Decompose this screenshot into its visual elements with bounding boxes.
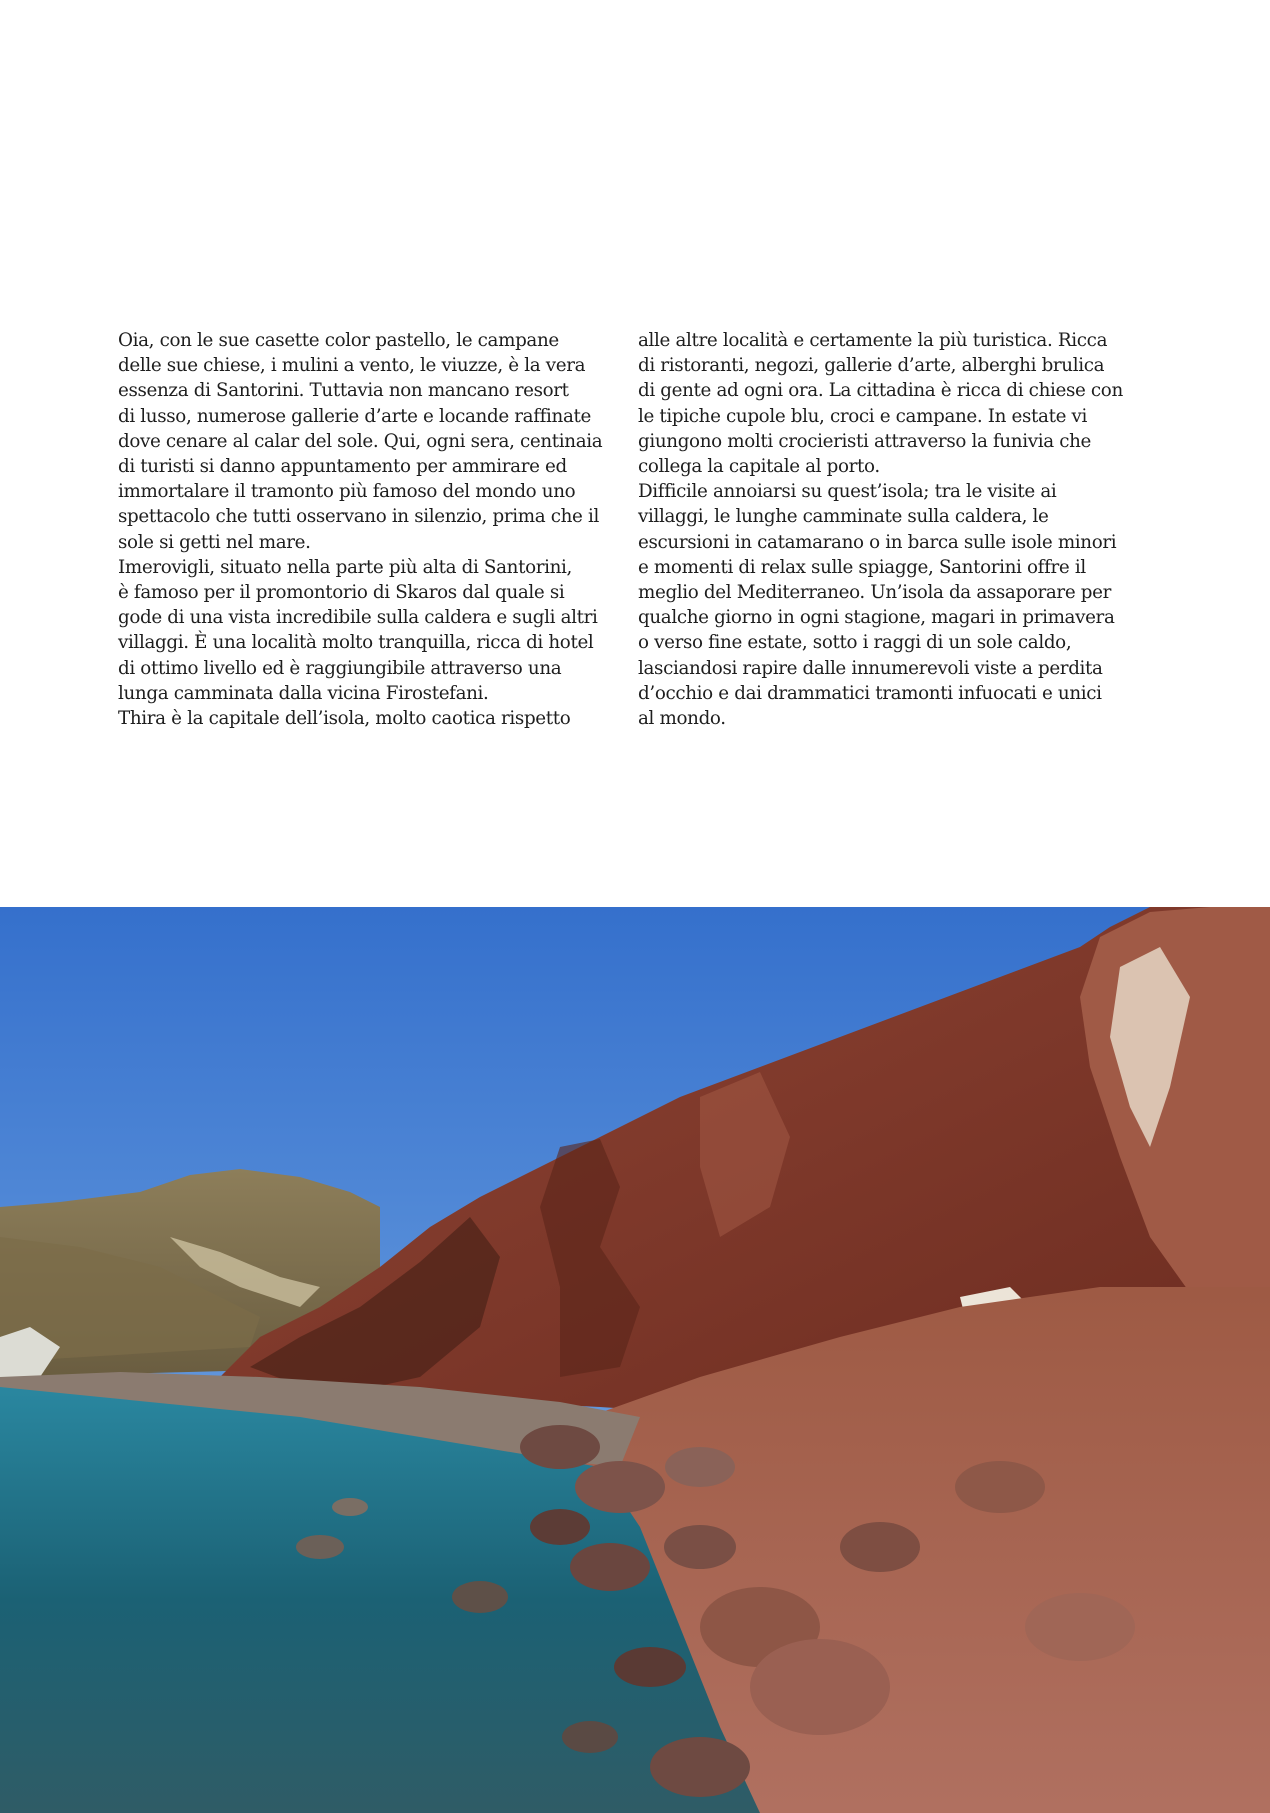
red-beach-photo: [0, 907, 1270, 1813]
article-column-right: [638, 328, 1123, 731]
text-line: giungono molti crocieristi attraverso la funivia che: [638, 430, 1091, 452]
text-line: di ottimo livello ed è raggiungibile attraverso una: [118, 657, 562, 679]
text-line: immortalare il tramonto più famoso del mondo uno: [118, 481, 576, 503]
text-line: lunga camminata dalla vicina Firostefani.: [118, 682, 489, 704]
text-line: villaggi. È una località molto tranquilla, ricca di hotel: [118, 632, 594, 654]
text-line: sole si getti nel mare.: [118, 531, 311, 553]
text-line: di gente ad ogni ora. La cittadina è ricca di chiese con: [638, 380, 1123, 402]
text-line: Thira è la capitale dell’isola, molto caotica rispetto: [118, 708, 571, 730]
text-line: al mondo.: [638, 708, 726, 730]
text-line: villaggi, le lunghe camminate sulla caldera, le: [638, 506, 1049, 528]
text-line: di ristoranti, negozi, gallerie d’arte, alberghi brulica: [638, 355, 1105, 377]
text-line: e momenti di relax sulle spiagge, Santorini offre il: [638, 556, 1086, 578]
text-line: meglio del Mediterraneo. Un’isola da assaporare per: [638, 582, 1111, 604]
text-line: delle sue chiese, i mulini a vento, le viuzze, è la vera: [118, 355, 586, 377]
paragraph: [118, 328, 603, 731]
text-line: è famoso per il promontorio di Skaros dal quale si: [118, 582, 565, 604]
paragraph: [638, 328, 1123, 731]
text-line: di turisti si danno appuntamento per ammirare ed: [118, 456, 567, 478]
text-line: collega la capitale al porto.: [638, 456, 880, 478]
text-line: gode di una vista incredibile sulla caldera e sugli altri: [118, 607, 598, 629]
text-line: lasciandosi rapire dalle innumerevoli viste a perdita: [638, 657, 1103, 679]
text-line: o verso fine estate, sotto i raggi di un sole caldo,: [638, 632, 1072, 654]
text-line: Difficile annoiarsi su quest’isola; tra le visite ai: [638, 481, 1057, 503]
text-line: escursioni in catamarano o in barca sulle isole minori: [638, 531, 1117, 553]
text-line: di lusso, numerose gallerie d’arte e locande raffinate: [118, 405, 591, 427]
text-line: spettacolo che tutti osservano in silenzio, prima che il: [118, 506, 599, 528]
text-line: le tipiche cupole blu, croci e campane. In estate vi: [638, 405, 1088, 427]
text-line: alle altre località e certamente la più turistica. Ricca: [638, 330, 1108, 351]
article-column-left: [118, 328, 603, 731]
text-line: essenza di Santorini. Tuttavia non mancano resort: [118, 380, 569, 402]
text-line: dove cenare al calar del sole. Qui, ogni sera, centinaia: [118, 430, 603, 452]
landscape-illustration: [0, 907, 1270, 1813]
text-line: qualche giorno in ogni stagione, magari in primavera: [638, 607, 1115, 629]
text-line: d’occhio e dai drammatici tramonti infuocati e unici: [638, 682, 1102, 704]
text-line: Oia, con le sue casette color pastello, le campane: [118, 330, 559, 351]
text-line: Imerovigli, situato nella parte più alta di Santorini,: [118, 556, 573, 578]
